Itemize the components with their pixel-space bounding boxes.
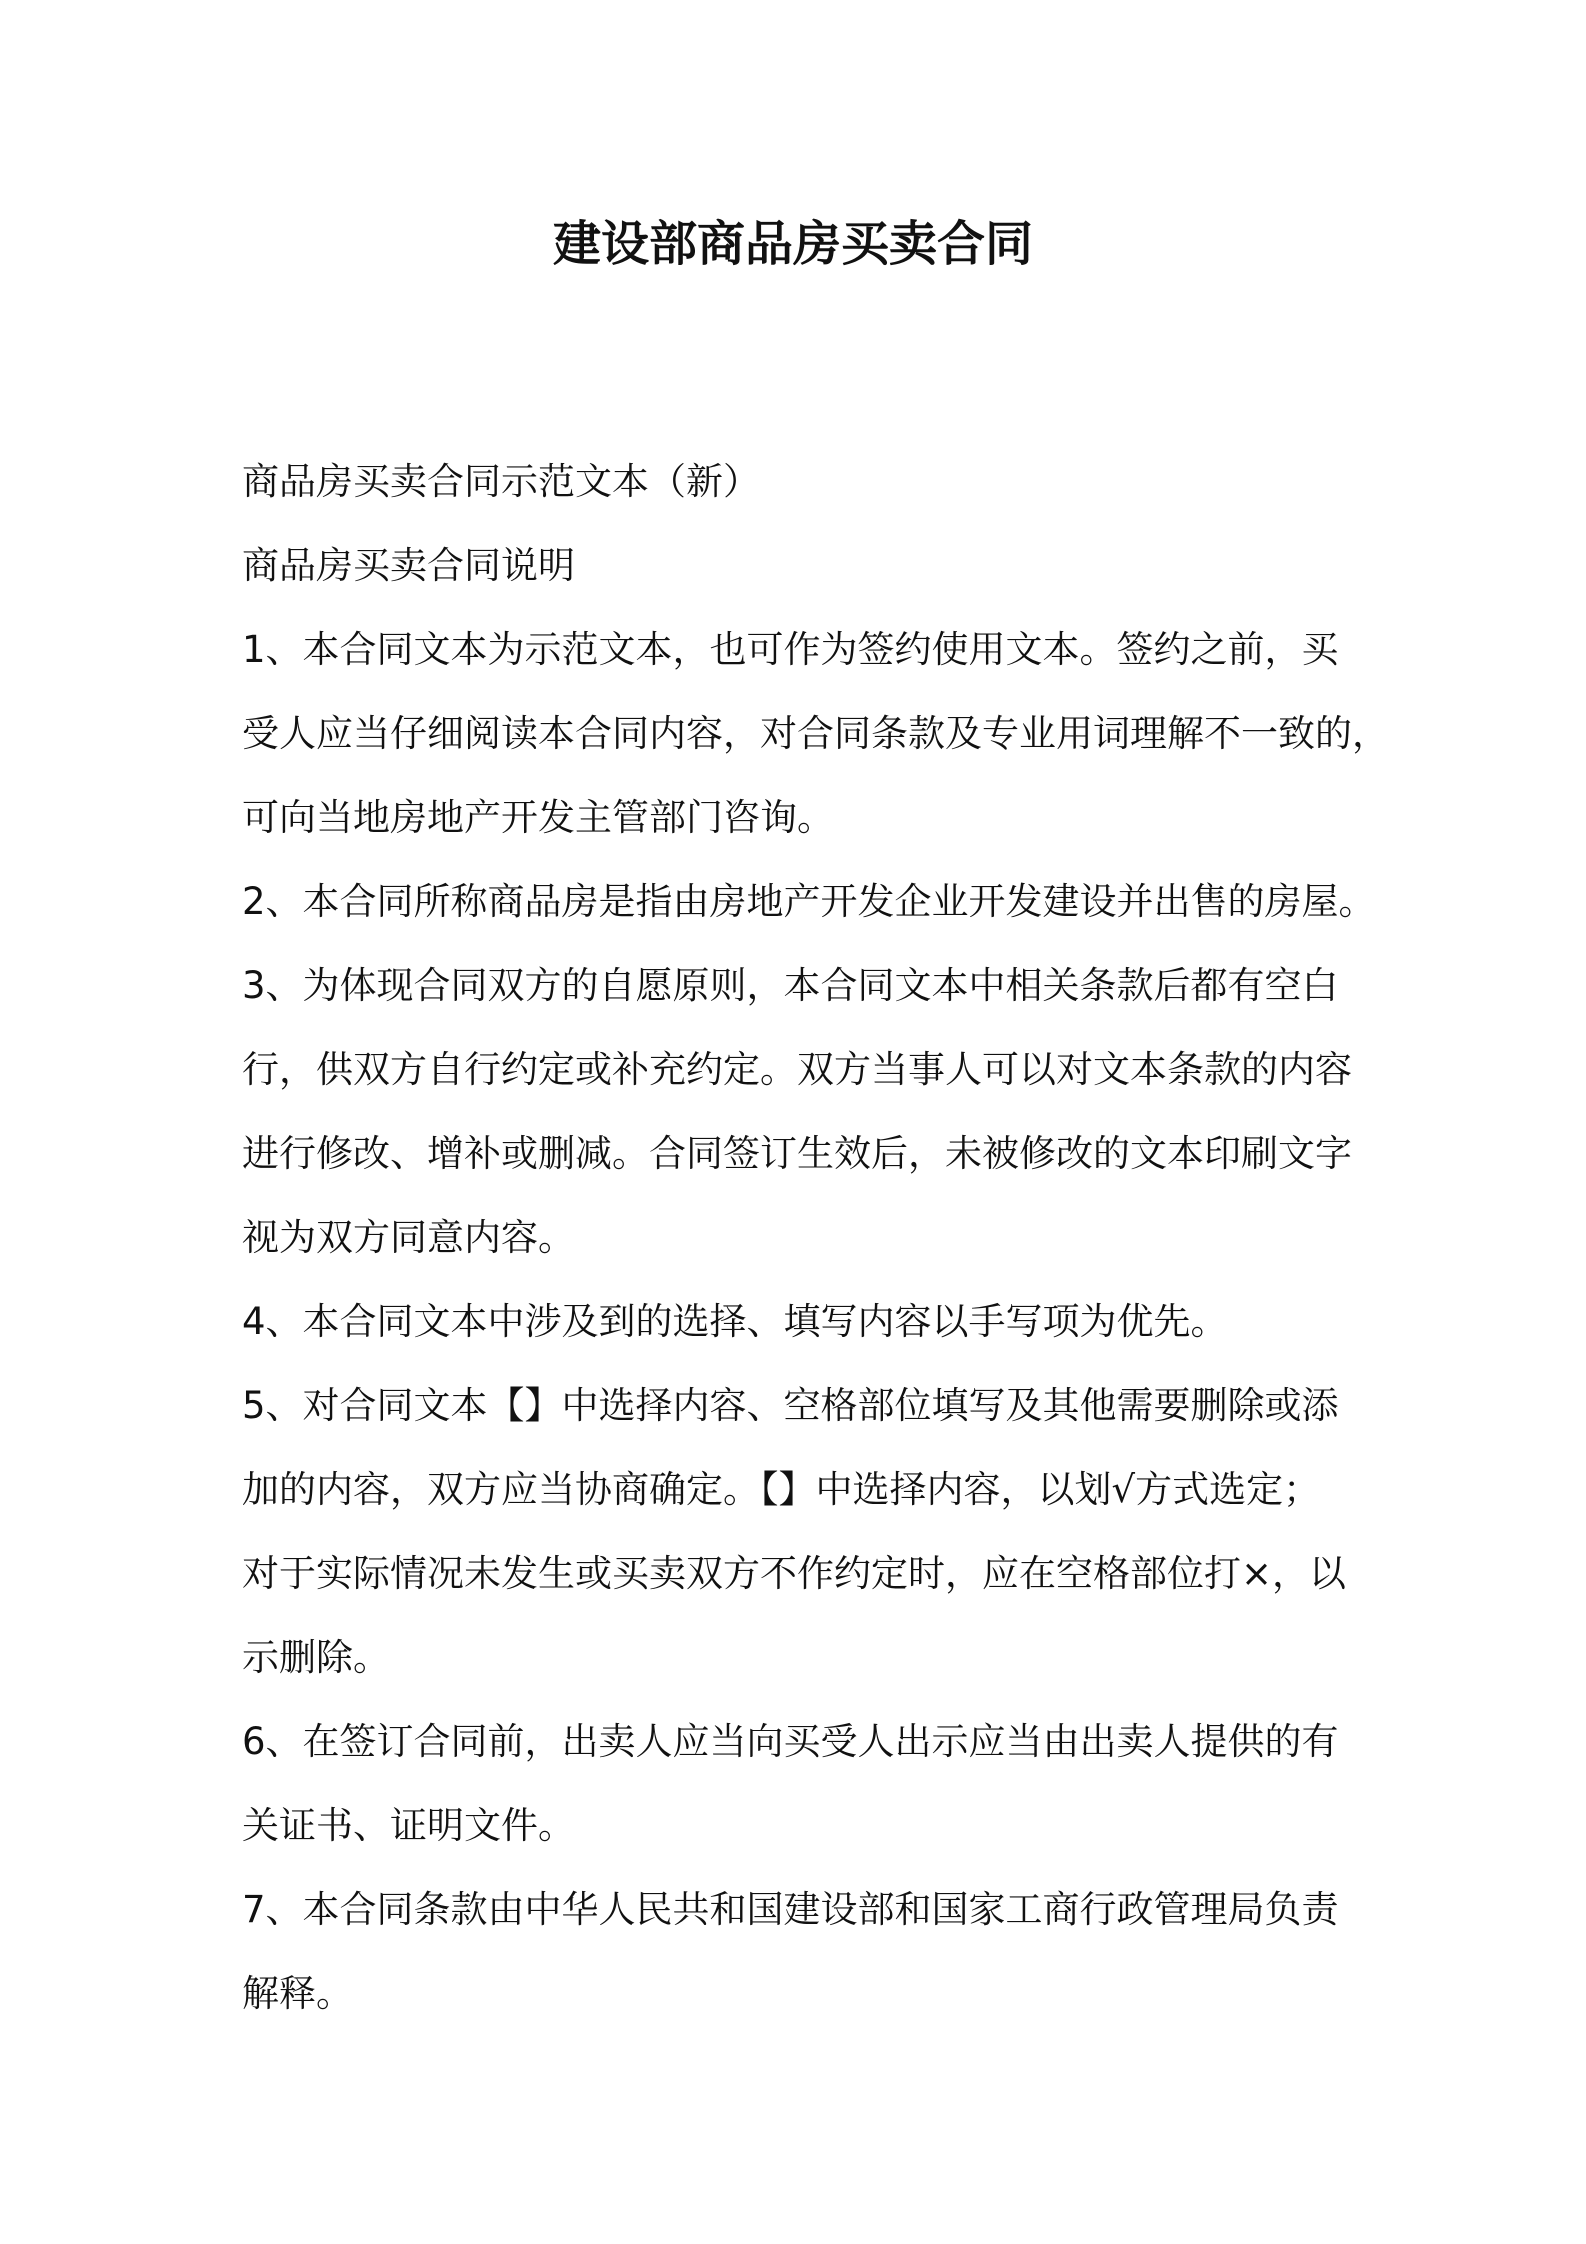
subtitle-line: 商品房买卖合同示范文本（新） (242, 460, 760, 503)
paragraph-line: 3、为体现合同双方的自愿原则，本合同文本中相关条款后都有空白 (242, 964, 1339, 1007)
paragraph-line: 7、本合同条款由中华人民共和国建设部和国家工商行政管理局负责 (242, 1888, 1339, 1931)
paragraph-line: 视为双方同意内容。 (242, 1216, 575, 1259)
paragraph-line: 行，供双方自行约定或补充约定。双方当事人可以对文本条款的内容 (242, 1048, 1352, 1091)
section-heading: 商品房买卖合同说明 (242, 544, 575, 587)
paragraph-line: 示删除。 (242, 1636, 390, 1679)
paragraph-line: 5、对合同文本【】中选择内容、空格部位填写及其他需要删除或添 (242, 1384, 1339, 1427)
paragraph-line: 进行修改、增补或删减。合同签订生效后，未被修改的文本印刷文字 (242, 1132, 1352, 1175)
document-body (242, 440, 1389, 2036)
paragraph-line: 4、本合同文本中涉及到的选择、填写内容以手写项为优先。 (242, 1300, 1228, 1343)
paragraph-line: 关证书、证明文件。 (242, 1804, 575, 1847)
paragraph-line: 1、本合同文本为示范文本，也可作为签约使用文本。签约之前，买 (242, 628, 1339, 671)
paragraph-line: 6、在签订合同前，出卖人应当向买受人出示应当由出卖人提供的有 (242, 1720, 1339, 1763)
document-title: 建设部商品房买卖合同 (552, 216, 1033, 272)
paragraph-line: 可向当地房地产开发主管部门咨询。 (242, 796, 834, 839)
paragraph-line: 对于实际情况未发生或买卖双方不作约定时，应在空格部位打×，以 (242, 1552, 1347, 1595)
paragraph-line: 解释。 (242, 1972, 353, 2015)
paragraph-line: 加的内容，双方应当协商确定。【】中选择内容，以划√方式选定； (242, 1468, 1321, 1511)
paragraph-line: 2、本合同所称商品房是指由房地产开发企业开发建设并出售的房屋。 (242, 880, 1376, 923)
paragraph-line: 受人应当仔细阅读本合同内容，对合同条款及专业用词理解不一致的， (242, 712, 1389, 755)
